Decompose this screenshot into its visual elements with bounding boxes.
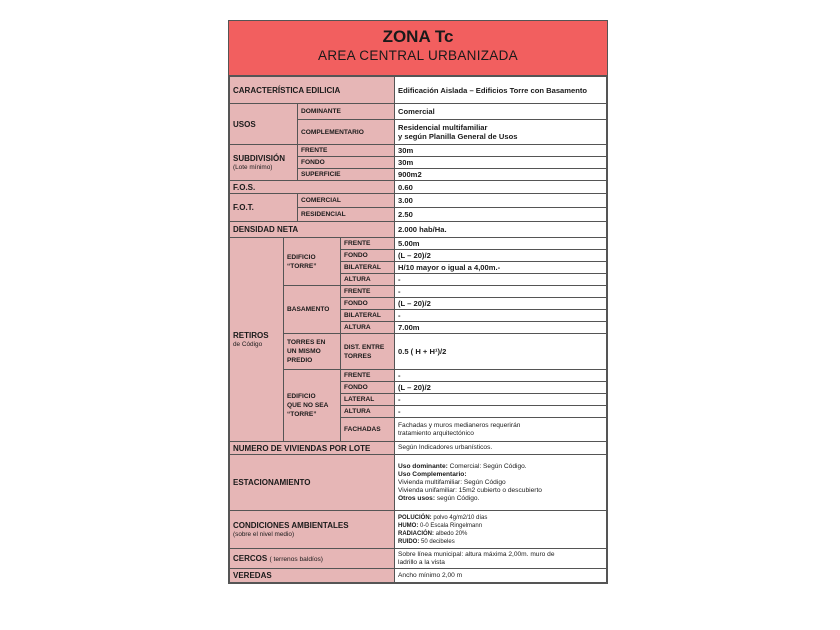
no-torre-fondo-value: (L – 20)/2 (395, 382, 607, 394)
usos-complementario-line-1: Residencial multifamiliar (398, 123, 488, 132)
subdivision-fondo-label: FONDO (298, 157, 395, 169)
row-fos (230, 181, 607, 194)
subdivision-superficie-value: 900m2 (395, 169, 607, 181)
row-no-torre-frente (230, 370, 607, 382)
basamento-fondo-value: (L – 20)/2 (395, 298, 607, 310)
zoning-sheet (228, 20, 608, 584)
amb-radiacion-label: RADIACIÓN: (398, 530, 435, 537)
no-torre-altura-value: - (395, 406, 607, 418)
ambientales-label (230, 511, 395, 549)
no-torre-line-3: “TORRE” (287, 411, 317, 418)
row-caracteristica (230, 77, 607, 104)
torre-fondo-value: (L – 20)/2 (395, 250, 607, 262)
torre-label (284, 238, 341, 286)
amb-humo-text: 0-0 Escala Ringelmann (418, 522, 483, 529)
dist-entre-torres-line-1: DIST. ENTRE (344, 343, 385, 351)
subdivision-frente-value: 30m (395, 145, 607, 157)
viviendas-label: NUMERO DE VIVIENDAS POR LOTE (230, 442, 395, 455)
dist-entre-torres-value: 0.5 ( H + H¹)/2 (395, 334, 607, 370)
torre-bilateral-label: BILATERAL (341, 262, 395, 274)
fot-label: F.O.T. (230, 194, 298, 222)
cercos-label (230, 549, 395, 569)
torre-frente-label: FRENTE (341, 238, 395, 250)
estac-line-5 (398, 495, 603, 503)
veredas-label: VEREDAS (230, 569, 395, 583)
viviendas-value: Según Indicadores urbanísticos. (395, 442, 607, 455)
estac-otros-label: Otros usos: (398, 494, 436, 502)
row-cercos (230, 549, 607, 569)
torre-bilateral-value: H/10 mayor o igual a 4,00m.- (395, 262, 607, 274)
fot-residencial-value: 2.50 (395, 208, 607, 222)
densidad-label: DENSIDAD NETA (230, 222, 395, 238)
amb-ruido-text: 50 decibeles (419, 538, 455, 545)
fos-value: 0.60 (395, 181, 607, 194)
usos-dominante-value: Comercial (395, 104, 607, 120)
torres-mismo-predio-line-1: TORRES EN (287, 339, 326, 346)
retiros-title: RETIROS (233, 330, 269, 340)
row-estacionamiento (230, 455, 607, 511)
torre-label-line-1: EDIFICIO (287, 253, 316, 261)
basamento-altura-label: ALTURA (341, 322, 395, 334)
subdivision-superficie-label: SUPERFICIE (298, 169, 395, 181)
usos-complementario-value (395, 120, 607, 145)
caracteristica-label: CARACTERÍSTICA EDILICIA (230, 77, 395, 104)
zoning-table (229, 76, 607, 583)
torres-mismo-predio-line-3: PREDIO (287, 357, 313, 364)
estac-dominante-text: Comercial: Según Código. (447, 462, 527, 470)
cercos-value (395, 549, 607, 569)
no-torre-frente-value: - (395, 370, 607, 382)
basamento-label: BASAMENTO (284, 286, 341, 334)
no-torre-fachadas-value (395, 418, 607, 442)
amb-radiacion (398, 530, 603, 538)
row-usos-dominante (230, 104, 607, 120)
amb-radiacion-text: albedo 20% (434, 530, 468, 537)
estac-multifamiliar: Vivienda multifamiliar: Según Código (398, 478, 506, 486)
densidad-value: 2.000 hab/Ha. (395, 222, 607, 238)
row-torres-mismo-predio (230, 334, 607, 370)
zone-title: ZONA Tc (382, 27, 454, 46)
fot-residencial-label: RESIDENCIAL (298, 208, 395, 222)
no-torre-frente-label: FRENTE (341, 370, 395, 382)
basamento-altura-value: 7.00m (395, 322, 607, 334)
basamento-frente-value: - (395, 286, 607, 298)
fot-comercial-label: COMERCIAL (298, 194, 395, 208)
amb-ruido (398, 538, 603, 546)
fot-comercial-value: 3.00 (395, 194, 607, 208)
torre-fondo-label: FONDO (341, 250, 395, 262)
torre-altura-label: ALTURA (341, 274, 395, 286)
subdivision-frente-label: FRENTE (298, 145, 395, 157)
retiros-label (230, 238, 284, 442)
subdivision-title: SUBDIVISIÓN (233, 153, 286, 163)
caracteristica-value: Edificación Aislada – Edificios Torre con Basamento (395, 77, 607, 104)
usos-label: USOS (230, 104, 298, 145)
cercos-note: ( terrenos baldíos) (269, 555, 323, 563)
fachadas-line-1: Fachadas y muros medianeros requerirán (398, 421, 521, 429)
estac-line-1 (398, 463, 603, 471)
no-torre-lateral-label: LATERAL (341, 394, 395, 406)
fachadas-line-2: tratamiento arquitectónico (398, 429, 474, 437)
basamento-bilateral-label: BILATERAL (341, 310, 395, 322)
estac-unifamiliar: Vivienda unifamiliar: 15m2 cubierto o descubierto (398, 486, 542, 494)
usos-complementario-line-2: y según Planilla General de Usos (398, 132, 518, 141)
subdivision-label (230, 145, 298, 181)
torre-altura-value: - (395, 274, 607, 286)
subdivision-fondo-value: 30m (395, 157, 607, 169)
row-torre-frente (230, 238, 607, 250)
no-torre-fondo-label: FONDO (341, 382, 395, 394)
no-torre-fachadas-label: FACHADAS (341, 418, 395, 442)
usos-dominante-label: DOMINANTE (298, 104, 395, 120)
dist-entre-torres-line-2: TORRES (344, 352, 372, 360)
amb-polucion (398, 514, 603, 522)
veredas-value: Ancho mínimo 2,00 m (395, 569, 607, 583)
torres-mismo-predio-line-2: UN MISMO (287, 348, 321, 355)
fos-label: F.O.S. (230, 181, 395, 194)
row-subdivision-frente (230, 145, 607, 157)
amb-polucion-label: POLUCIÓN: (398, 514, 432, 521)
no-torre-lateral-value: - (395, 394, 607, 406)
row-densidad (230, 222, 607, 238)
zone-header (229, 21, 607, 76)
torre-label-line-2: “TORRE” (287, 262, 317, 270)
row-viviendas (230, 442, 607, 455)
no-torre-line-1: EDIFICIO (287, 393, 316, 400)
estac-otros-text: según Código. (435, 494, 480, 502)
ambientales-title: CONDICIONES AMBIENTALES (233, 520, 349, 530)
row-veredas (230, 569, 607, 583)
amb-polucion-text: polvo 4g/m2/10 días (431, 514, 488, 521)
amb-humo (398, 522, 603, 530)
dist-entre-torres-label (341, 334, 395, 370)
estacionamiento-label: ESTACIONAMIENTO (230, 455, 395, 511)
basamento-frente-label: FRENTE (341, 286, 395, 298)
torre-frente-value: 5.00m (395, 238, 607, 250)
row-basamento-frente (230, 286, 607, 298)
estacionamiento-value (395, 455, 607, 511)
row-fot-comercial (230, 194, 607, 208)
amb-ruido-label: RUIDO: (398, 538, 420, 545)
no-torre-label (284, 370, 341, 442)
amb-humo-label: HUMO: (398, 522, 419, 529)
retiros-note: de Código (233, 340, 263, 348)
estac-dominante-label: Uso dominante: (398, 462, 448, 470)
cercos-line-2: ladrillo a la vista (398, 558, 445, 566)
ambientales-value (395, 511, 607, 549)
row-ambientales (230, 511, 607, 549)
basamento-fondo-label: FONDO (341, 298, 395, 310)
subdivision-note: (Lote mínimo) (233, 163, 273, 171)
zone-subtitle: AREA CENTRAL URBANIZADA (318, 48, 518, 63)
cercos-title: CERCOS (233, 553, 268, 563)
cercos-line-1: Sobre línea municipal: altura máxima 2,00m. muro de (398, 550, 555, 558)
basamento-bilateral-value: - (395, 310, 607, 322)
usos-complementario-label: COMPLEMENTARIO (298, 120, 395, 145)
no-torre-altura-label: ALTURA (341, 406, 395, 418)
estac-complementario-label: Uso Complementario: (398, 470, 467, 478)
torres-mismo-predio-label (284, 334, 341, 370)
no-torre-line-2: QUE NO SEA (287, 402, 329, 409)
ambientales-note: (sobre el nivel medio) (233, 530, 295, 538)
